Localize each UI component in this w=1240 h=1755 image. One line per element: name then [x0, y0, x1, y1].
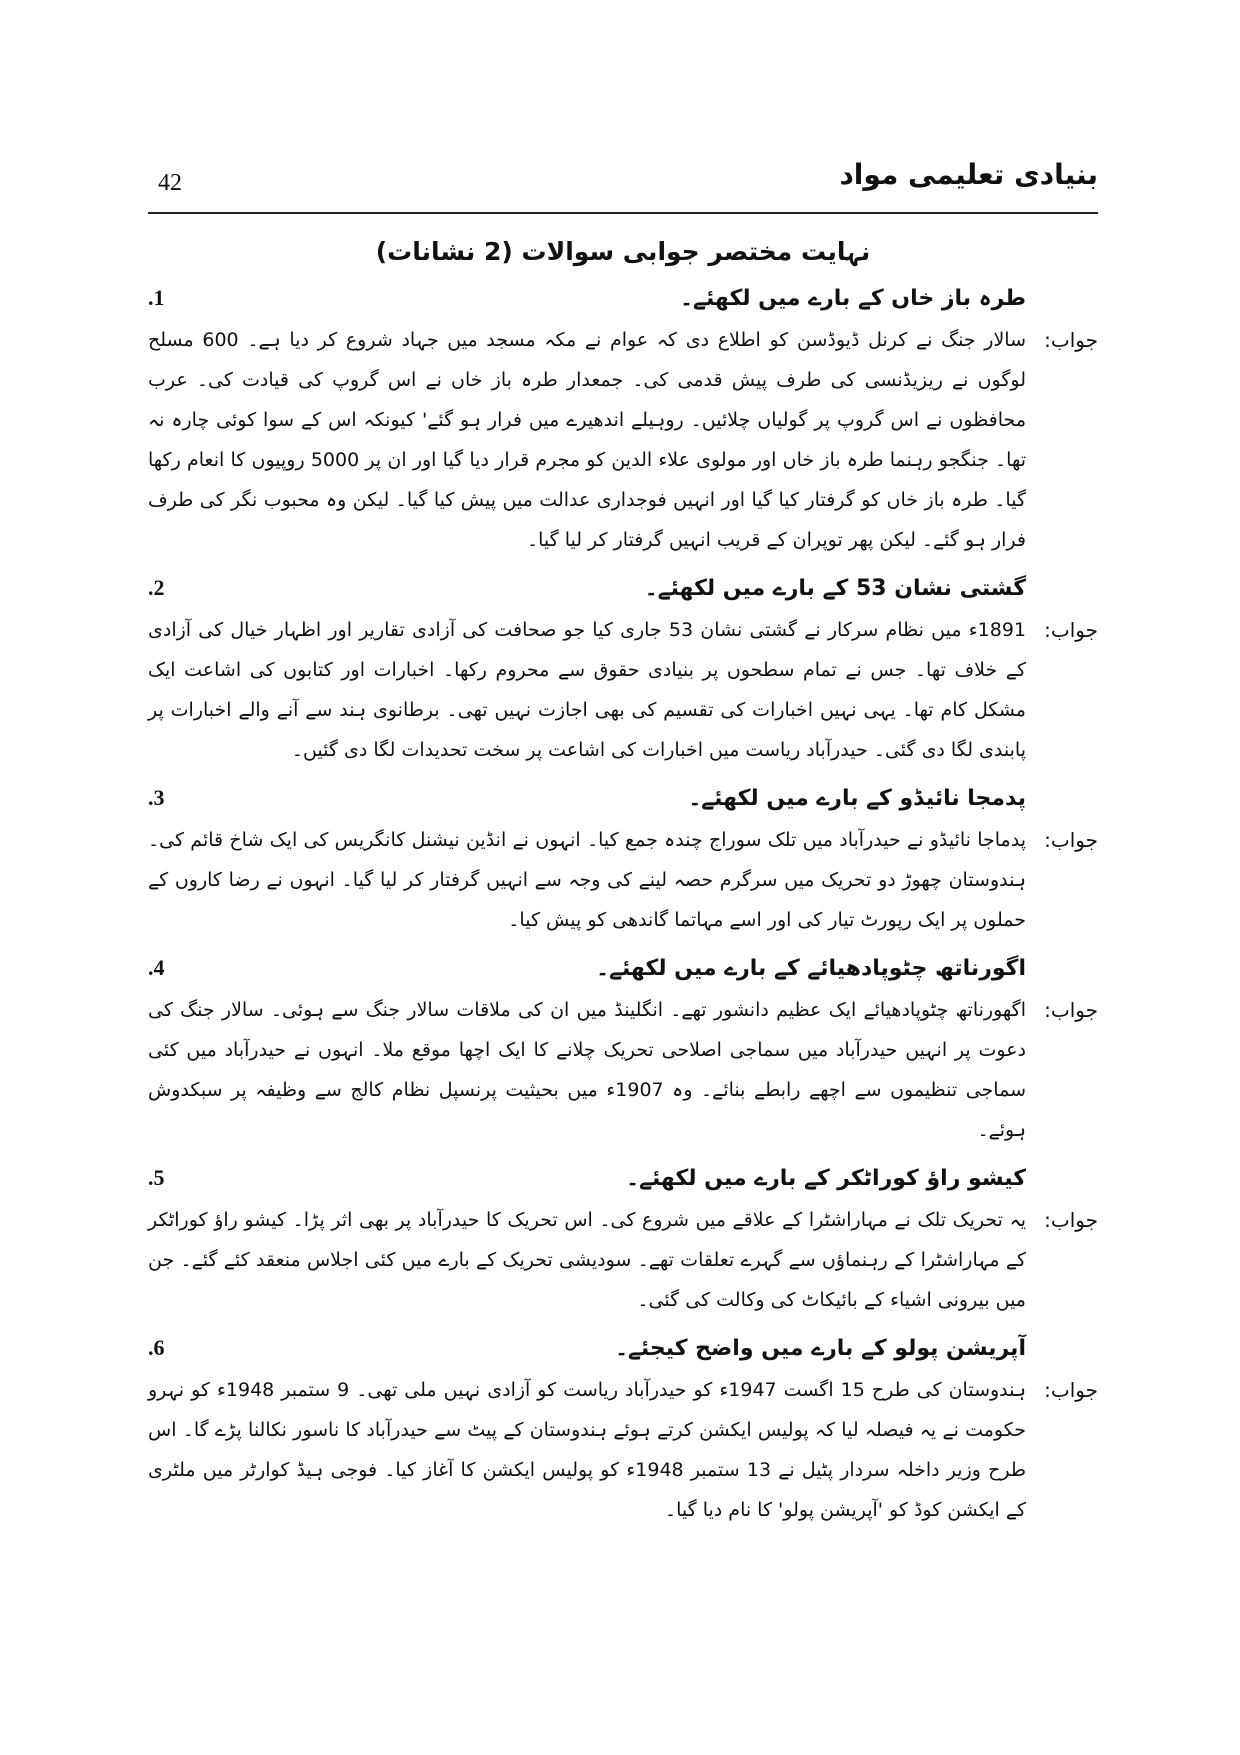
answer-text: پدماجا نائیڈو نے حیدرآباد میں تلک سوراج چندہ جمع کیا۔ انہوں نے انڈین نیشنل کانگریس کی ایک شاخ قائم کی۔ ہندوستان چھوڑ دو تحریک میں سرگرم حصہ لینے کی وجہ سے انہیں گرفتار کر لیا گیا۔ انہوں نے رضا کاروں کے حملوں پر ایک رپورٹ تیار کی اور اسے مہاتما گاندھی کو پیش کیا۔ [148, 829, 1026, 931]
question-number: .2 [148, 575, 165, 600]
answer-label: جواب: [1044, 828, 1098, 852]
qa-item [148, 1156, 1098, 1320]
answer-label: جواب: [1044, 998, 1098, 1022]
question-number: .4 [148, 955, 165, 980]
answer-text: یہ تحریک تلک نے مہاراشٹرا کے علاقے میں شروع کی۔ اس تحریک کا حیدرآباد پر بھی اثر پڑا۔ کیشو راؤ کوراٹکر کے مہاراشٹرا کے رہنماؤں سے گہرے تعلقات تھے۔ سودیشی تحریک کے بارے میں کئی اجلاس منعقد کئے گئے۔ جن میں بیرونی اشیاء کے بائیکاٹ کی وکالت کی گئی۔ [148, 1209, 1026, 1311]
question [148, 276, 1098, 320]
question-text: گشتی نشان 53 کے بارے میں لکھئے۔ [644, 576, 1026, 601]
page-number: 42 [158, 170, 182, 196]
section-heading: نہایت مختصر جوابی سوالات (2 نشانات) [375, 237, 871, 266]
answer-label: جواب: [1044, 1208, 1098, 1232]
question [148, 946, 1098, 990]
question-text: اگورناتھ چٹوپادھیائے کے بارے میں لکھئے۔ [596, 956, 1026, 981]
question-text: آپریشن پولو کے بارے میں واضح کیجئے۔ [615, 1336, 1026, 1361]
answer-label: جواب: [1044, 618, 1098, 642]
qa-item [148, 1326, 1098, 1530]
question [148, 776, 1098, 820]
question-text: طرہ باز خاں کے بارے میں لکھئے۔ [680, 286, 1026, 311]
answer-label: جواب: [1044, 1378, 1098, 1402]
question [148, 1326, 1098, 1370]
answer [148, 610, 1098, 770]
answer [148, 820, 1098, 940]
question-number: .6 [148, 1335, 165, 1360]
answer-text: اگھورناتھ چٹوپادھیائے ایک عظیم دانشور تھے۔ انگلینڈ میں ان کی ملاقات سالار جنگ سے ہوئی۔ سالار جنگ کی دعوت پر انہیں حیدرآباد میں سماجی اصلاحی تحریک چلانے کا ایک اچھا موقع ملا۔ انہوں نے حیدرآباد میں کئی سماجی تنظیموں سے اچھے رابطے بنائے۔ وہ 1907ء میں بحیثیت پرنسپل نظام کالج سے وظیفہ پر سبکدوش ہوئے۔ [148, 999, 1026, 1141]
qa-item [148, 946, 1098, 1150]
qa-item [148, 276, 1098, 560]
answer-text: 1891ء میں نظام سرکار نے گشتی نشان 53 جاری کیا جو صحافت کی آزادی تقاریر اور اظہار خیال کی آزادی کے خلاف تھا۔ جس نے تمام سطحوں پر بنیادی حقوق سے محروم رکھا۔ اخبارات اور کتابوں کی اشاعت ایک مشکل کام تھا۔ یہی نہیں اخبارات کی تقسیم کی بھی اجازت نہیں تھی۔ برطانوی ہند سے آنے والے اخبارات پر پابندی لگا دی گئی۔ حیدرآباد ریاست میں اخبارات کی اشاعت پر سخت تحدیدات لگا دی گئیں۔ [148, 619, 1026, 761]
answer-label: جواب: [1044, 328, 1098, 352]
question-text: پدمجا نائیڈو کے بارے میں لکھئے۔ [688, 786, 1026, 811]
answer-text: ہندوستان کی طرح 15 اگست 1947ء کو حیدرآباد ریاست کو آزادی نہیں ملی تھی۔ 9 ستمبر 1948ء کو نہرو حکومت نے یہ فیصلہ لیا کہ پولیس ایکشن کرتے ہوئے ہندوستان کے پیٹ سے حیدرآباد کا ناسور نکالنا پڑے گا۔ اس طرح وزیر داخلہ سردار پٹیل نے 13 ستمبر 1948ء کو پولیس ایکشن کا آغاز کیا۔ فوجی ہیڈ کوارٹر میں ملٹری کے ایکشن کوڈ کو 'آپریشن پولو' کا نام دیا گیا۔ [148, 1379, 1027, 1521]
qa-item [148, 566, 1098, 770]
book-title: بنیادی تعلیمی مواد [839, 158, 1098, 191]
page-header [148, 150, 1098, 214]
answer-text: سالار جنگ نے کرنل ڈیوڈسن کو اطلاع دی کہ عوام نے مکہ مسجد میں جہاد شروع کر دیا ہے۔ 600 مسلح لوگوں نے ریزیڈنسی کی طرف پیش قدمی کی۔ جمعدار طرہ باز خاں نے اس گروپ کی قیادت کی۔ عرب محافظوں نے اس گروپ پر گولیاں چلائیں۔ روہیلے اندھیرے میں فرار ہو گئے' کیونکہ اس کے سوا کوئی چارہ نہ تھا۔ جنگجو رہنما طرہ باز خاں اور مولوی علاء الدین کو مجرم قرار دیا گیا اور ان پر 5000 روپیوں کا انعام رکھا گیا۔ طرہ باز خاں کو گرفتار کیا گیا اور انہیں فوجداری عدالت میں پیش کیا گیا۔ لیکن وہ محبوب نگر کی طرف فرار ہو گئے۔ لیکن پھر توپران کے قریب انہیں گرفتار کر لیا گیا۔ [148, 329, 1026, 551]
answer [148, 320, 1098, 560]
question [148, 1156, 1098, 1200]
page-content [148, 232, 1098, 1530]
question-number: .5 [148, 1165, 165, 1190]
answer [148, 1200, 1098, 1320]
question-text: کیشو راؤ کوراٹکر کے بارے میں لکھئے۔ [626, 1166, 1026, 1191]
answer [148, 990, 1098, 1150]
qa-item [148, 776, 1098, 940]
question-number: .3 [148, 785, 165, 810]
answer [148, 1370, 1098, 1530]
question-number: .1 [148, 285, 165, 310]
question [148, 566, 1098, 610]
